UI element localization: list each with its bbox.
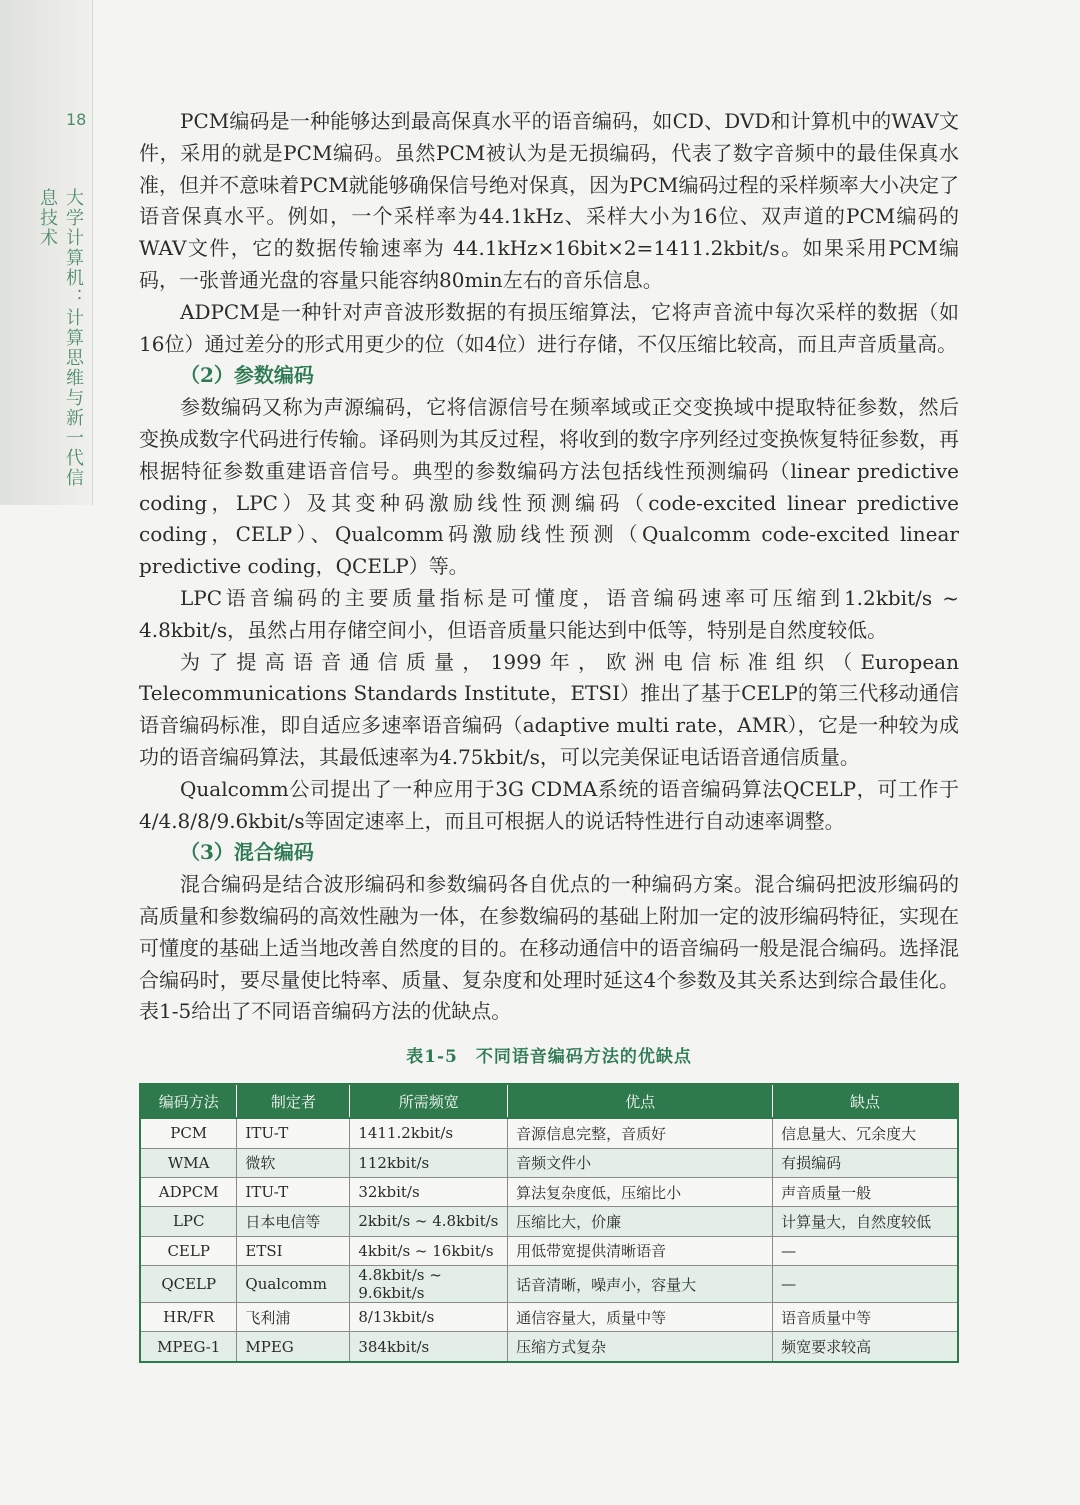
cell-cons: 声音质量一般 <box>773 1177 958 1206</box>
page-number: 18 <box>66 110 87 129</box>
cell-maker: ITU-T <box>237 1118 350 1148</box>
cell-maker: 飞利浦 <box>237 1303 350 1332</box>
paragraph-hybrid: 混合编码是结合波形编码和参数编码各自优点的一种编码方案。混合编码把波形编码的高质量和参数编码的高效性融为一体，在参数编码的基础上附加一定的波形编码特征，实现在可懂度的基础上适当地改善自然度的目的。在移动通信中的语音编码一般是混合编码。选择混合编码时，要尽量使比特率、质量、复杂度和处理时延这4个参数及其关系达到综合最佳化。表1-5给出了不同语音编码方法的优缺点。 <box>139 872 959 1024</box>
cell-method: MPEG-1 <box>140 1332 237 1362</box>
cell-maker: 微软 <box>237 1148 350 1177</box>
cell-pros: 音频文件小 <box>508 1148 773 1177</box>
cell-bandwidth: 32kbit/s <box>350 1177 508 1206</box>
header-maker: 制定者 <box>237 1084 350 1118</box>
paragraph-lpc: LPC语音编码的主要质量指标是可懂度，语音编码速率可压缩到1.2kbit/s ~ 4.8kbit/s，虽然占用存储空间小，但语音质量只能达到中低等，特别是自然度较低。 <box>139 585 959 642</box>
cell-cons: 信息量大、冗余度大 <box>773 1118 958 1148</box>
cell-cons: 有损编码 <box>773 1148 958 1177</box>
side-tab <box>0 0 93 505</box>
cell-bandwidth: 4.8kbit/s ~ 9.6kbit/s <box>350 1266 508 1303</box>
table-row <box>140 1177 958 1206</box>
header-pros: 优点 <box>508 1084 773 1118</box>
table-row <box>140 1148 958 1177</box>
cell-cons: 语音质量中等 <box>773 1303 958 1332</box>
header-bandwidth: 所需频宽 <box>350 1084 508 1118</box>
cell-method: LPC <box>140 1207 237 1236</box>
cell-maker: ITU-T <box>237 1177 350 1206</box>
cell-cons: — <box>773 1236 958 1265</box>
cell-cons: 计算量大，自然度较低 <box>773 1207 958 1236</box>
cell-method: HR/FR <box>140 1303 237 1332</box>
cell-method: WMA <box>140 1148 237 1177</box>
heading-parametric-coding: （2）参数编码 <box>180 363 314 388</box>
paragraph-adpcm: ADPCM是一种针对声音波形数据的有损压缩算法，它将声音流中每次采样的数据（如16位）通过差分的形式用更少的位（如4位）进行存储，不仅压缩比较高，而且声音质量高。 <box>139 299 959 356</box>
cell-method: ADPCM <box>140 1177 237 1206</box>
cell-bandwidth: 4kbit/s ~ 16kbit/s <box>350 1236 508 1265</box>
cell-pros: 音源信息完整，音质好 <box>508 1118 773 1148</box>
table-row <box>140 1118 958 1148</box>
table-row <box>140 1303 958 1332</box>
cell-pros: 算法复杂度低，压缩比小 <box>508 1177 773 1206</box>
table-row <box>140 1332 958 1362</box>
cell-maker: 日本电信等 <box>237 1207 350 1236</box>
cell-bandwidth: 384kbit/s <box>350 1332 508 1362</box>
cell-bandwidth: 8/13kbit/s <box>350 1303 508 1332</box>
paragraph-qcelp: Qualcomm公司提出了一种应用于3G CDMA系统的语音编码算法QCELP，可工作于4/4.8/8/9.6kbit/s等固定速率上，而且可根据人的说话特性进行自动速率调整。 <box>139 776 959 833</box>
cell-bandwidth: 112kbit/s <box>350 1148 508 1177</box>
cell-pros: 通信容量大，质量中等 <box>508 1303 773 1332</box>
cell-maker: MPEG <box>237 1332 350 1362</box>
cell-method: CELP <box>140 1236 237 1265</box>
cell-pros: 压缩方式复杂 <box>508 1332 773 1362</box>
cell-pros: 压缩比大，价廉 <box>508 1207 773 1236</box>
cell-method: PCM <box>140 1118 237 1148</box>
cell-bandwidth: 1411.2kbit/s <box>350 1118 508 1148</box>
cell-cons: 频宽要求较高 <box>773 1332 958 1362</box>
paragraph-etsi: 为了提高语音通信质量，1999年，欧洲电信标准组织（European Telecommunications Standards Institute，ETSI）推出了基于CELP的第三代移动通信语音编码标准，即自适应多速率语音编码（adaptive multi rate，AMR），它是一种较为成功的语音编码算法，其最低速率为4.75kbit/s，可以完美保证电话语音通信质量。 <box>139 649 959 769</box>
cell-pros: 话音清晰，噪声小，容量大 <box>508 1266 773 1303</box>
running-head: 大学计算机：计算思维与新一代信息技术 <box>37 188 84 488</box>
cell-method: QCELP <box>140 1266 237 1303</box>
heading-hybrid-coding: （3）混合编码 <box>180 840 314 865</box>
cell-maker: Qualcomm <box>237 1266 350 1303</box>
page-body <box>139 106 959 1363</box>
table-row <box>140 1207 958 1236</box>
table-caption: 表1-5 不同语音编码方法的优缺点 <box>406 1047 692 1068</box>
cell-pros: 用低带宽提供清晰语音 <box>508 1236 773 1265</box>
cell-maker: ETSI <box>237 1236 350 1265</box>
paragraph-pcm: PCM编码是一种能够达到最高保真水平的语音编码，如CD、DVD和计算机中的WAV文件，采用的就是PCM编码。虽然PCM被认为是无损编码，代表了数字音频中的最佳保真水准，但并不意味着PCM就能够确保信号绝对保真，因为PCM编码过程的采样频率大小决定了语音保真水平。例如，一个采样率为44.1kHz、采样大小为16位、双声道的PCM编码的WAV文件，它的数据传输速率为 44.1kHz×16bit×2=1411.2kbit/s。如果采用PCM编码，一张普通光盘的容量只能容纳80min左右的音乐信息。 <box>139 109 959 292</box>
cell-bandwidth: 2kbit/s ~ 4.8kbit/s <box>350 1207 508 1236</box>
coding-comparison-table <box>139 1083 959 1363</box>
table-header-row <box>140 1084 958 1118</box>
header-method: 编码方法 <box>140 1084 237 1118</box>
header-cons: 缺点 <box>773 1084 958 1118</box>
paragraph-parametric: 参数编码又称为声源编码，它将信源信号在频率域或正交变换域中提取特征参数，然后变换成数字代码进行传输。译码则为其反过程，将收到的数字序列经过变换恢复特征参数，再根据特征参数重建语音信号。典型的参数编码方法包括线性预测编码（linear predictive coding，LPC）及其变种码激励线性预测编码（code-excited linear predictive coding，CELP）、Qualcomm码激励线性预测（Qualcomm code-excited linear predictive coding，QCELP）等。 <box>139 395 959 579</box>
cell-cons: — <box>773 1266 958 1303</box>
table-row <box>140 1236 958 1265</box>
table-row <box>140 1266 958 1303</box>
